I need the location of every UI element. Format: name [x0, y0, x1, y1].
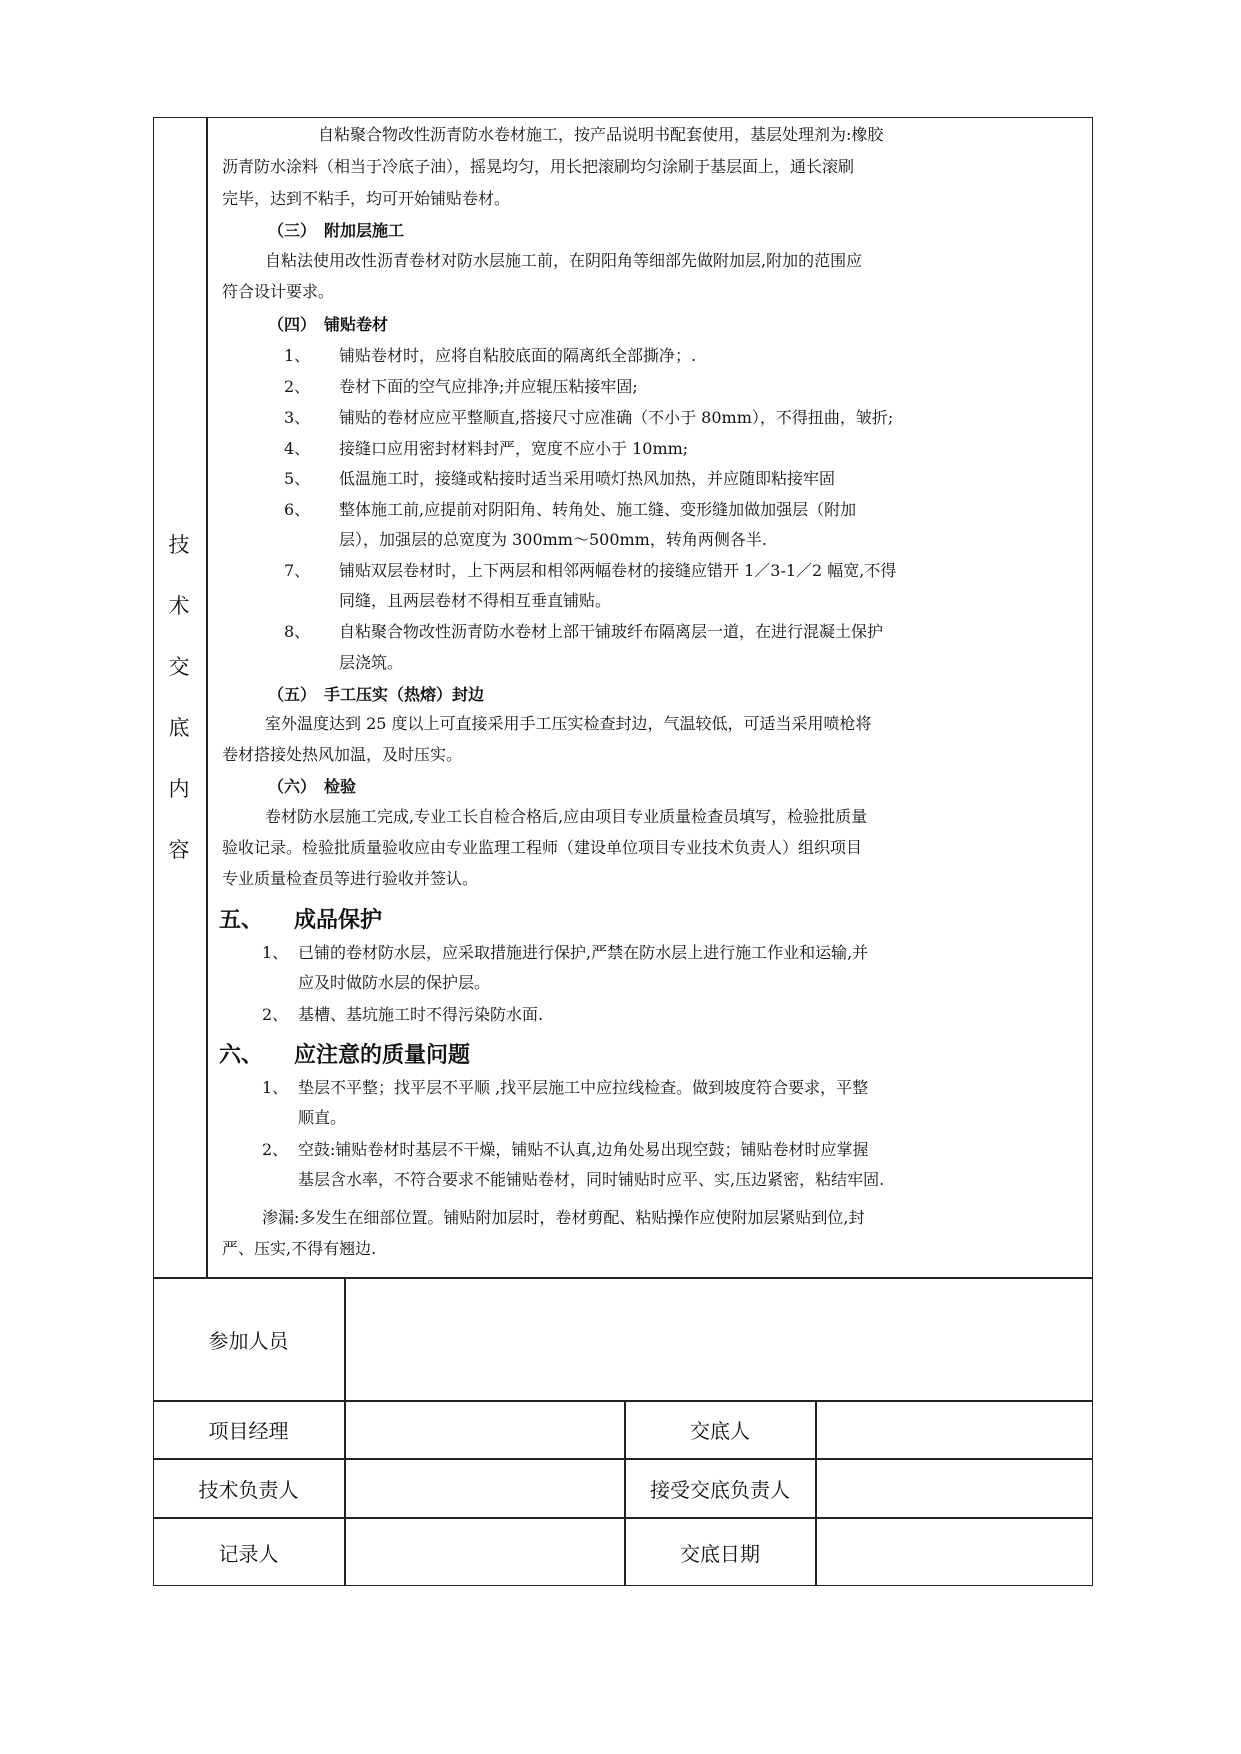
list-item-number: 1、	[284, 346, 311, 365]
subheading-4: （四） 铺贴卷材	[268, 315, 389, 334]
list-item-text: 铺贴卷材时，应将自粘胶底面的隔离纸全部撕净；.	[339, 346, 697, 365]
list-item-number: 8、	[284, 622, 311, 641]
side-label-char: 容	[168, 837, 190, 862]
presenter-field[interactable]	[816, 1401, 1093, 1458]
section-6-number: 六、	[219, 1043, 264, 1068]
paragraph-line: 自粘法使用改性沥青卷材对防水层施工前，在阴阳角等细部先做附加层,附加的范围应	[265, 251, 863, 270]
date-label: 交底日期	[680, 1541, 760, 1566]
list-item-text: 自粘聚合物改性沥青防水卷材上部干铺玻纤布隔离层一道，在进行混凝土保护	[339, 622, 884, 641]
list-item-text: 低温施工时，接缝或粘接时适当采用喷灯热风加热，并应随即粘接牢固	[339, 469, 836, 488]
paragraph-line: 自粘聚合物改性沥青防水卷材施工，按产品说明书配套使用，基层处理剂为:橡胶	[318, 125, 884, 144]
side-label-divider	[206, 117, 208, 1278]
paragraph-line: 室外温度达到 25 度以上可直接采用手工压实检查封边，气温较低，可适当采用喷枪将	[265, 714, 872, 733]
list-item-text: 卷材下面的空气应排净;并应辊压粘接牢固;	[339, 377, 638, 396]
side-label-char: 底	[168, 715, 190, 740]
paragraph-line: 沥青防水涂料（相当于冷底子油），摇晃均匀，用长把滚刷均匀涂刷于基层面上，通长滚刷	[222, 157, 855, 176]
recorder-field[interactable]	[345, 1518, 624, 1586]
list-item-text: 空鼓:铺贴卷材时基层不干燥，铺贴不认真,边角处易出现空鼓；铺贴卷材时应掌握	[298, 1140, 869, 1159]
paragraph-line: 渗漏:多发生在细部位置。铺贴附加层时，卷材剪配、粘贴操作应使附加层紧贴到位,封	[262, 1208, 865, 1227]
paragraph-line: 严、压实,不得有翘边.	[222, 1239, 377, 1258]
list-item-text: 垫层不平整；找平层不平顺 ,找平层施工中应拉线检查。做到坡度符合要求，平整	[298, 1078, 869, 1097]
list-item-number: 7、	[284, 561, 311, 580]
side-label-char: 技	[168, 532, 190, 557]
date-field[interactable]	[816, 1518, 1093, 1586]
paragraph-line: 专业质量检查员等进行验收并签认。	[222, 869, 479, 888]
list-item-text: 应及时做防水层的保护层。	[298, 973, 491, 992]
paragraph-line: 符合设计要求。	[222, 282, 335, 301]
list-item-number: 3、	[284, 408, 311, 427]
section-6-title: 应注意的质量问题	[294, 1043, 471, 1068]
list-item-number: 1、	[262, 1078, 289, 1097]
list-item-number: 6、	[284, 500, 311, 519]
list-item-text: 同缝，且两层卷材不得相互垂直铺贴。	[339, 591, 612, 610]
list-item-text: 顺直。	[298, 1108, 347, 1127]
participants-label: 参加人员	[208, 1328, 289, 1353]
receiver-lead-field[interactable]	[816, 1459, 1093, 1517]
list-item-text: 基槽、基坑施工时不得污染防水面.	[298, 1005, 544, 1024]
paragraph-line: 卷材防水层施工完成,专业工长自检合格后,应由项目专业质量检查员填写，检验批质量	[265, 807, 868, 826]
project-manager-label: 项目经理	[208, 1419, 289, 1443]
list-item-number: 4、	[284, 439, 311, 458]
section-5-number: 五、	[219, 908, 264, 933]
project-manager-field[interactable]	[345, 1401, 624, 1458]
section-5-title: 成品保护	[294, 908, 383, 933]
paragraph-line: 卷材搭接处热风加温，及时压实。	[222, 745, 463, 764]
list-item-number: 2、	[262, 1005, 289, 1024]
side-label-char: 术	[168, 593, 190, 618]
tech-lead-label: 技术负责人	[198, 1477, 299, 1502]
subheading-3: （三） 附加层施工	[268, 221, 405, 240]
list-item-number: 2、	[262, 1140, 289, 1159]
list-item-text: 基层含水率，不符合要求不能铺贴卷材，同时铺贴时应平、实,压边紧密，粘结牢固.	[298, 1170, 885, 1189]
side-label-char: 交	[168, 654, 190, 679]
list-item-text: 接缝口应用密封材料封严，宽度不应小于 10mm;	[339, 439, 689, 458]
paragraph-line: 完毕，达到不粘手，均可开始铺贴卷材。	[222, 189, 511, 208]
side-label-char: 内	[168, 776, 190, 801]
list-item-number: 5、	[284, 469, 311, 488]
presenter-label: 交底人	[690, 1419, 750, 1443]
subheading-6: （六） 检验	[268, 777, 357, 796]
list-item-text: 已铺的卷材防水层，应采取措施进行保护,严禁在防水层上进行施工作业和运输,并	[298, 943, 869, 962]
recorder-label: 记录人	[218, 1541, 279, 1566]
paragraph-line: 验收记录。检验批质量验收应由专业监理工程师（建设单位项目专业技术负责人）组织项目	[222, 838, 863, 857]
receiver-lead-label: 接受交底负责人	[650, 1477, 790, 1502]
tech-lead-field[interactable]	[345, 1459, 624, 1517]
list-item-text: 层），加强层的总宽度为 300mm～500mm，转角两侧各半.	[339, 530, 767, 549]
list-item-text: 铺贴双层卷材时，上下两层和相邻两幅卷材的接缝应错开 1／3-1／2 幅宽,不得	[339, 561, 897, 580]
participants-field[interactable]	[345, 1278, 1093, 1400]
list-item-number: 1、	[262, 943, 289, 962]
side-label	[153, 117, 205, 1278]
list-item-text: 层浇筑。	[339, 653, 404, 672]
subheading-5: （五） 手工压实（热熔）封边	[268, 685, 485, 704]
list-item-number: 2、	[284, 377, 311, 396]
list-item-text: 铺贴的卷材应应平整顺直,搭接尺寸应准确（不小于 80mm），不得扭曲，皱折;	[339, 408, 894, 427]
list-item-text: 整体施工前,应提前对阴阳角、转角处、施工缝、变形缝加做加强层（附加	[339, 500, 857, 519]
